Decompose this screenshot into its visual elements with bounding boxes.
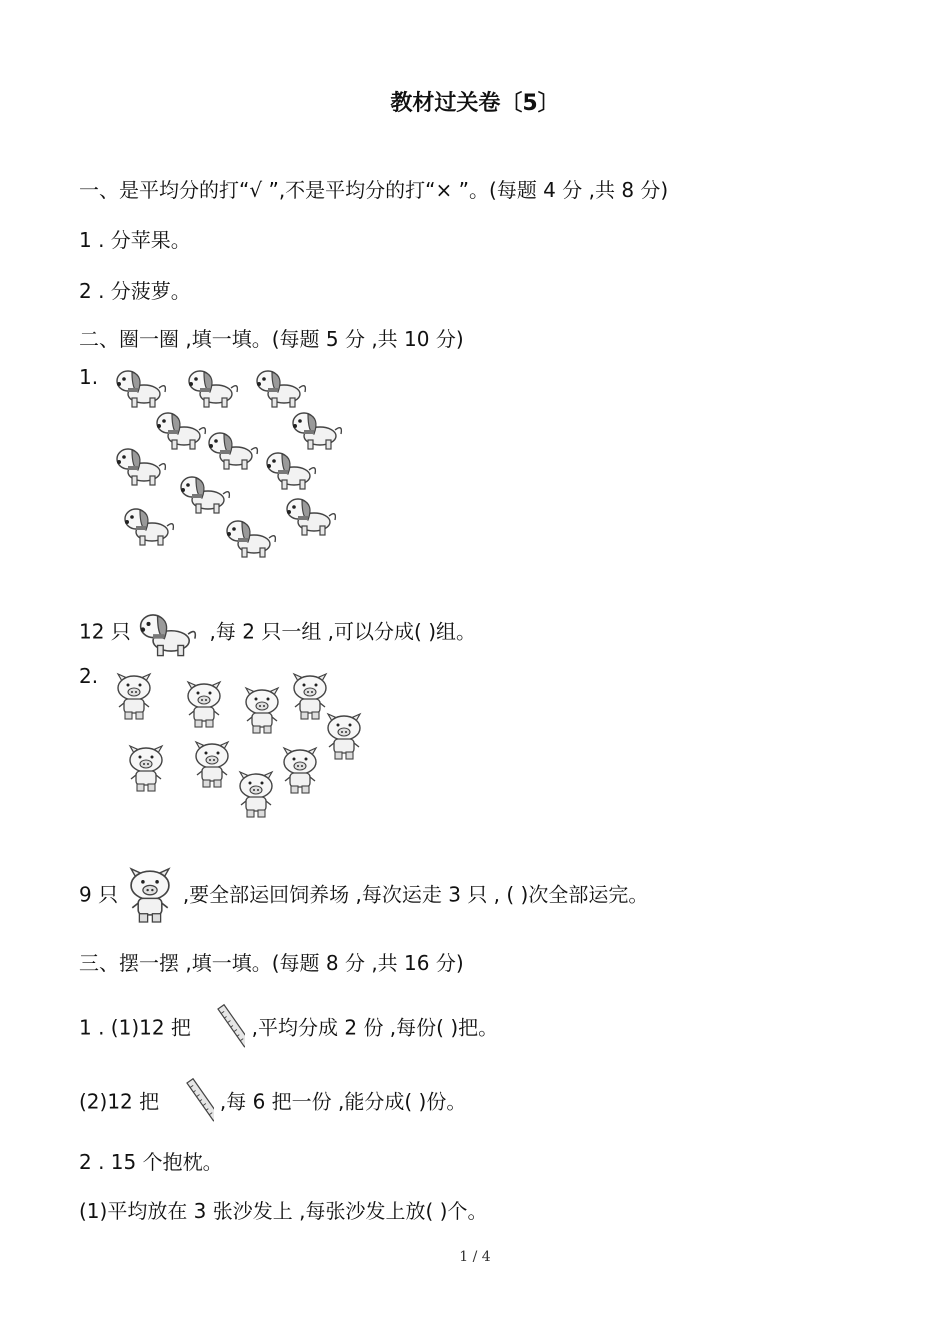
dog-icon bbox=[137, 607, 203, 659]
section3-question-1-1 bbox=[79, 1003, 498, 1055]
section2-question-1 bbox=[79, 607, 476, 659]
dog-icon bbox=[125, 509, 173, 545]
dog-icon bbox=[181, 477, 229, 513]
dog-icon bbox=[209, 433, 257, 469]
pig-group-figure bbox=[110, 670, 368, 828]
dog-icon bbox=[267, 453, 315, 489]
page-title: 教材过关卷〔5〕 bbox=[390, 91, 560, 116]
dog-icon bbox=[293, 413, 341, 449]
pig-icon bbox=[294, 674, 326, 719]
dog-icon bbox=[227, 521, 275, 557]
section3-heading: 三、摆一摆 ,填一填。(每题 8 分 ,共 16 分) bbox=[79, 951, 464, 975]
dog-icon bbox=[117, 371, 165, 407]
dog-icon bbox=[157, 413, 205, 449]
dog-icon bbox=[189, 371, 237, 407]
question-text: ,要全部运回饲养场 ,每次运走 3 只 , ( )次全部运完。 bbox=[182, 882, 649, 907]
question-prefix: (2)12 把 bbox=[79, 1089, 160, 1114]
pig-icon bbox=[188, 682, 220, 727]
dog-group-figure bbox=[112, 362, 348, 560]
pig-icon bbox=[328, 714, 360, 759]
section1-heading: 一、是平均分的打“√ ”,不是平均分的打“× ”。(每题 4 分 ,共 8 分) bbox=[79, 178, 669, 202]
pig-icon bbox=[240, 772, 272, 817]
ruler-icon bbox=[197, 1003, 245, 1055]
section1-question-2: 2 . 分菠萝。 bbox=[79, 279, 191, 303]
section2-question-2 bbox=[79, 864, 648, 928]
question-text: ,每 6 把一份 ,能分成( )份。 bbox=[219, 1089, 467, 1114]
pig-icon bbox=[130, 746, 162, 791]
dog-icon bbox=[257, 371, 305, 407]
pig-icon bbox=[124, 864, 176, 928]
pig-icon bbox=[196, 742, 228, 787]
dog-icon bbox=[117, 449, 165, 485]
pig-icon bbox=[284, 748, 316, 793]
question-text: ,每 2 只一组 ,可以分成( )组。 bbox=[209, 619, 477, 644]
question-prefix: 9 只 bbox=[79, 882, 119, 907]
section2-question-2-number: 2. bbox=[79, 664, 99, 688]
section2-heading: 二、圈一圈 ,填一填。(每题 5 分 ,共 10 分) bbox=[79, 327, 464, 351]
question-prefix: 12 只 bbox=[79, 619, 131, 644]
section3-question-2: 2 . 15 个抱枕。 bbox=[79, 1150, 223, 1174]
question-text: ,平均分成 2 份 ,每份( )把。 bbox=[251, 1015, 499, 1040]
section1-question-1: 1 . 分苹果。 bbox=[79, 228, 191, 252]
page-number: 1 / 4 bbox=[459, 1249, 491, 1265]
question-prefix: 1 . (1)12 把 bbox=[79, 1015, 191, 1040]
ruler-icon bbox=[166, 1077, 214, 1129]
section3-question-2-1: (1)平均放在 3 张沙发上 ,每张沙发上放( )个。 bbox=[79, 1199, 488, 1223]
pig-icon bbox=[246, 688, 278, 733]
section3-question-1-2 bbox=[79, 1077, 466, 1129]
pig-icon bbox=[118, 674, 150, 719]
dog-icon bbox=[287, 499, 335, 535]
section2-question-1-number: 1. bbox=[79, 365, 99, 389]
